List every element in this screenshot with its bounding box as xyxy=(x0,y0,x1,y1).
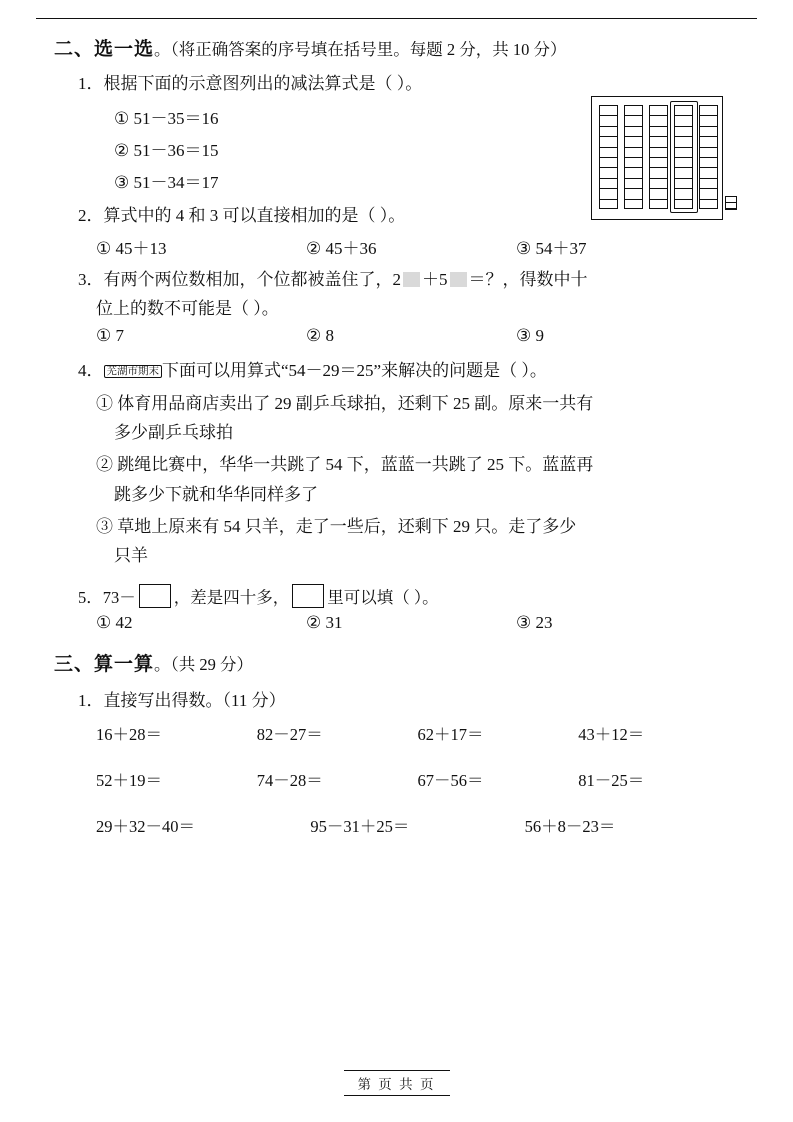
question-4 xyxy=(54,358,739,384)
calc-row xyxy=(96,813,739,837)
question-5-middle: ，差是四十多， xyxy=(173,587,290,607)
question-4-number: 4． xyxy=(78,361,104,381)
section-3-note: 。（共 29 分） xyxy=(154,655,254,675)
question-3-option-2[interactable]: ② 8 xyxy=(306,326,334,346)
question-3 xyxy=(54,267,739,293)
question-4-option-2[interactable]: ② 跳绳比赛中，华华一共跳了 54 下，蓝蓝一共跳了 25 下。蓝蓝再 xyxy=(96,455,594,475)
stick-bundle-5 xyxy=(699,105,718,209)
question-1-option-1[interactable]: ① 51－35＝16 xyxy=(114,109,219,129)
answer-blank-1[interactable] xyxy=(139,584,171,608)
source-tag: 芜湖市期末 xyxy=(104,365,163,378)
covered-digit-box-2 xyxy=(450,272,467,287)
question-2: 2．算式中的 4 和 3 可以直接相加的是（ ）。 xyxy=(78,206,406,226)
calc-item[interactable]: 52＋19＝ xyxy=(96,771,162,791)
question-1-option-3[interactable]: ③ 51－34＝17 xyxy=(114,173,219,193)
page-footer xyxy=(0,1070,793,1096)
stick-bundle-1 xyxy=(599,105,618,209)
question-3-option-3[interactable]: ③ 9 xyxy=(516,326,544,346)
question-2-option-1[interactable]: ① 45＋13 xyxy=(96,238,167,258)
calc-item[interactable]: 43＋12＝ xyxy=(578,725,645,745)
calc-item[interactable]: 81－25＝ xyxy=(578,771,645,791)
section-2-title: 二、选一选 xyxy=(54,39,155,60)
highlight-box xyxy=(670,101,698,213)
question-2-option-3[interactable]: ③ 54＋37 xyxy=(516,238,587,258)
question-3-text-b: ＋5 xyxy=(422,269,448,289)
stick-bundle-3 xyxy=(649,105,668,209)
question-4-option-2-cont: 跳多少下就和华华同样多了 xyxy=(114,484,318,504)
question-5-prefix: 5．73－ xyxy=(78,587,136,607)
top-rule xyxy=(36,18,757,19)
question-4-text: 下面可以用算式“54－29＝25”来解决的问题是（ ）。 xyxy=(162,361,547,381)
calc-row xyxy=(96,767,739,791)
calc-heading: 1．直接写出得数。（11 分） xyxy=(78,691,286,711)
question-5-option-2[interactable]: ② 31 xyxy=(306,613,343,633)
question-4-option-3-cont: 只羊 xyxy=(114,546,148,566)
calc-item[interactable]: 82－27＝ xyxy=(256,725,323,745)
question-2-options xyxy=(54,234,739,259)
question-3-text-c: ＝？，得数中十 xyxy=(468,269,588,289)
question-3-text-a: 3．有两个两位数相加，个位都被盖住了，2 xyxy=(78,269,401,289)
question-5 xyxy=(54,584,739,611)
question-3-line-2: 位上的数不可能是（ ）。 xyxy=(96,299,279,319)
question-4-option-3[interactable]: ③ 草地上原来有 54 只羊，走了一些后，还剩下 29 只。走了多少 xyxy=(96,517,577,537)
answer-blank-2[interactable] xyxy=(292,584,324,608)
section-3-title: 三、算一算 xyxy=(54,654,155,676)
question-4-option-1[interactable]: ① 体育用品商店卖出了 29 副乒乓球拍，还剩下 25 副。原来一共有 xyxy=(96,393,594,413)
question-5-options xyxy=(54,613,739,633)
section-heading-2 xyxy=(54,34,739,61)
calc-row xyxy=(96,721,739,745)
sticks-frame xyxy=(591,96,723,220)
stick-bundle-2 xyxy=(624,105,643,209)
calc-item[interactable]: 74－28＝ xyxy=(256,771,323,791)
section-2-note: 。（将正确答案的序号填在括号里。每题 2 分，共 10 分） xyxy=(154,40,567,59)
question-5-option-3[interactable]: ③ 23 xyxy=(516,613,553,633)
question-3-options xyxy=(54,326,739,346)
question-1: 1．根据下面的示意图列出的减法算式是（ ）。 xyxy=(78,74,423,93)
question-4-option-1-cont: 多少副乒乓球拍 xyxy=(114,423,233,443)
calc-item[interactable]: 95－31＋25＝ xyxy=(310,817,410,837)
section-heading-3 xyxy=(54,649,739,676)
calc-item[interactable]: 16＋28＝ xyxy=(96,725,162,745)
covered-digit-box-1 xyxy=(403,272,420,287)
calc-item[interactable]: 29＋32－40＝ xyxy=(96,817,195,837)
question-2-option-2[interactable]: ② 45＋36 xyxy=(306,238,377,258)
calc-item[interactable]: 62＋17＝ xyxy=(417,725,484,745)
question-5-option-1[interactable]: ① 42 xyxy=(96,613,133,633)
calc-grid xyxy=(54,721,739,837)
question-5-suffix: 里可以填（ ）。 xyxy=(327,587,439,607)
question-1-option-2[interactable]: ② 51－36＝15 xyxy=(114,141,219,161)
calc-item[interactable]: 67－56＝ xyxy=(417,771,484,791)
page-number: 第 页 共 页 xyxy=(344,1070,450,1096)
question-3-option-1[interactable]: ① 7 xyxy=(96,326,124,346)
calc-item[interactable]: 56＋8－23＝ xyxy=(524,817,616,837)
